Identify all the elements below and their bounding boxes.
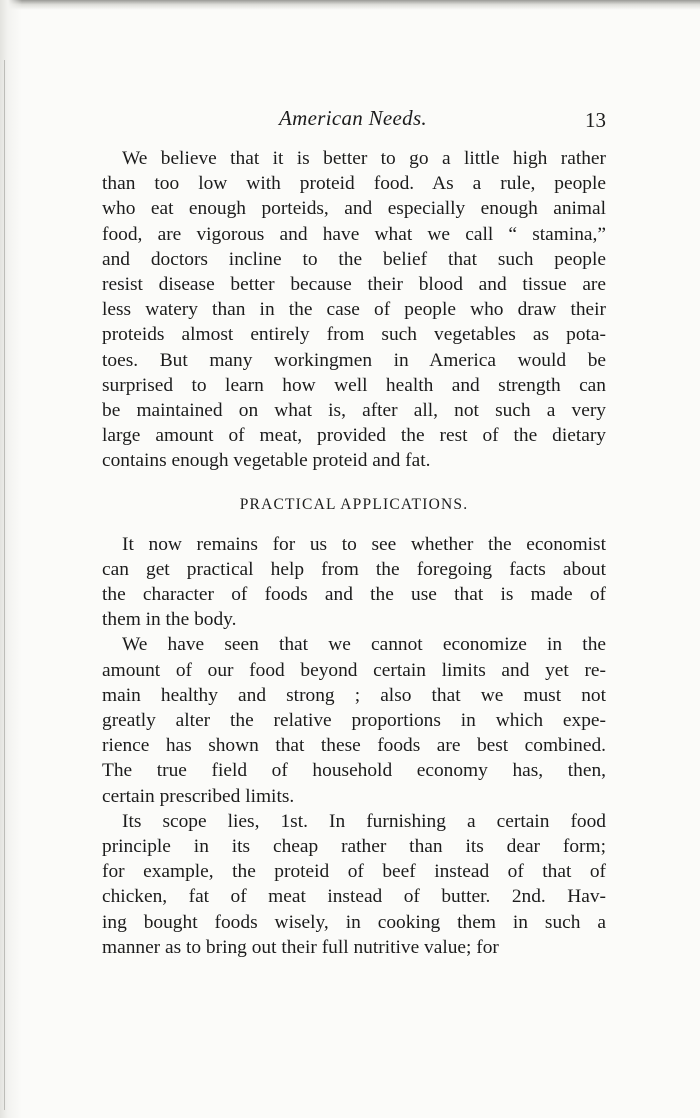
text-block-after-heading <box>102 532 606 960</box>
text-line: resist disease better because their blood and tissue are <box>102 274 606 296</box>
text-line: the character of foods and the use that is made of <box>102 584 606 606</box>
text-line: toes. But many workingmen in America would be <box>102 349 606 371</box>
text-line: than too low with proteid food. As a rule, people <box>102 173 606 195</box>
text-line: rience has shown that these foods are best combined. <box>102 735 606 757</box>
section-heading: PRACTICAL APPLICATIONS. <box>239 495 469 513</box>
running-head: American Needs. <box>279 106 427 130</box>
text-line: can get practical help from the foregoing facts about <box>102 558 606 580</box>
binding-rule <box>4 60 5 1110</box>
text-line: proteids almost entirely from such vegetables as pota- <box>102 324 606 346</box>
text-line: Its scope lies, 1st. In furnishing a certain food <box>122 810 606 832</box>
text-line: amount of our food beyond certain limits and yet re- <box>102 659 606 681</box>
text-line: manner as to bring out their full nutritive value; for <box>102 936 499 958</box>
text-line: large amount of meat, provided the rest of the dietary <box>102 425 606 447</box>
text-line: contains enough vegetable proteid and fat. <box>102 450 431 472</box>
text-line: and doctors incline to the belief that such people <box>102 248 606 270</box>
paragraph <box>102 632 606 808</box>
text-line: them in the body. <box>102 609 237 631</box>
text-line: surprised to learn how well health and strength can <box>102 374 606 396</box>
text-line: principle in its cheap rather than its dear form; <box>102 836 606 858</box>
page-number: 13 <box>585 108 606 132</box>
text-line: be maintained on what is, after all, not such a very <box>102 400 606 422</box>
text-line: main healthy and strong ; also that we must not <box>102 684 606 706</box>
body-text <box>102 146 606 960</box>
text-block-before-heading <box>102 146 606 474</box>
text-line: We have seen that we cannot economize in the <box>122 634 606 656</box>
text-line: greatly alter the relative proportions in which expe- <box>102 710 606 732</box>
text-line: less watery than in the case of people who draw their <box>102 299 606 321</box>
text-line: certain prescribed limits. <box>102 785 295 807</box>
text-line: who eat enough porteids, and especially enough animal <box>102 198 606 220</box>
text-line: It now remains for us to see whether the economist <box>122 533 606 555</box>
page-top-edge <box>0 0 700 10</box>
text-line: chicken, fat of meat instead of butter. 2nd. Hav- <box>102 886 606 908</box>
paragraph <box>102 146 606 474</box>
text-line: We believe that it is better to go a little high rather <box>122 148 606 169</box>
page-header <box>100 106 606 136</box>
text-line: for example, the proteid of beef instead of that of <box>102 861 606 883</box>
paragraph <box>102 809 606 960</box>
text-line: food, are vigorous and have what we call “ stamina,” <box>102 223 606 245</box>
text-line: ing bought foods wisely, in cooking them in such a <box>102 911 606 933</box>
paragraph <box>102 532 606 633</box>
text-line: The true field of household economy has, then, <box>102 760 606 782</box>
